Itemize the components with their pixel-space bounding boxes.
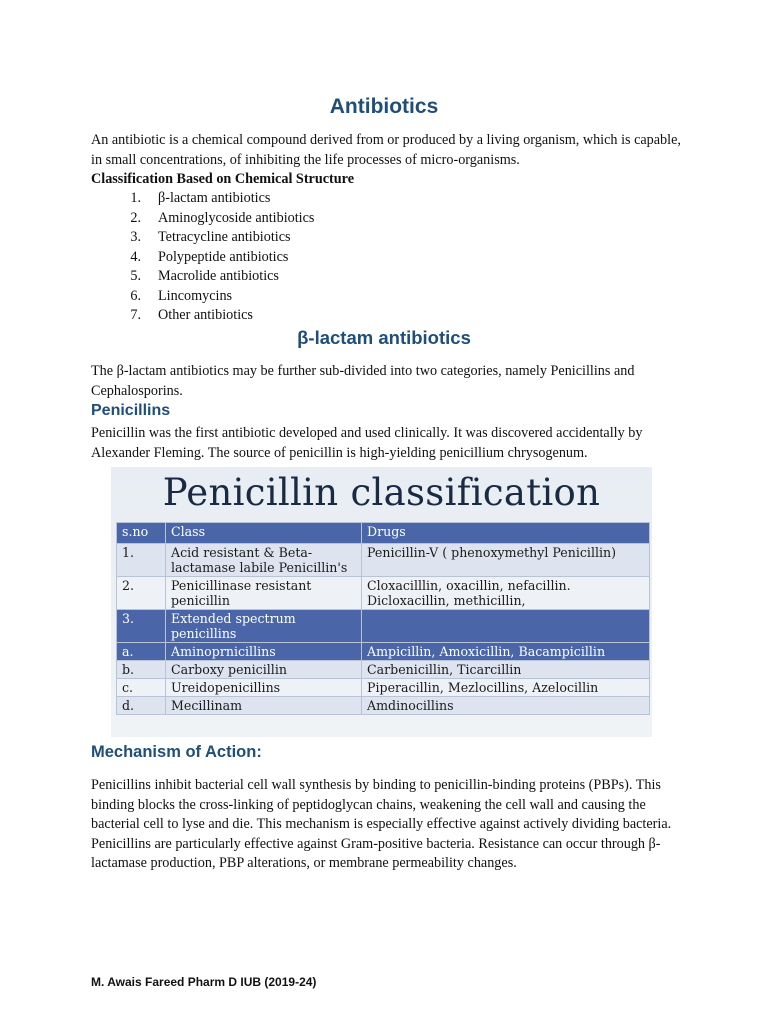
list-item-text: Polypeptide antibiotics bbox=[158, 248, 289, 265]
table-header-row bbox=[117, 523, 650, 544]
list-item-number: 3. bbox=[130, 229, 141, 245]
list-item bbox=[91, 306, 314, 326]
table-row bbox=[117, 577, 650, 610]
cell-drugs: Penicillin-V ( phenoxymethyl Penicillin) bbox=[362, 544, 650, 577]
cell-class: Carboxy penicillin bbox=[166, 661, 362, 679]
classification-list bbox=[91, 189, 314, 326]
cell-drugs: Piperacillin, Mezlocillins, Azelocillin bbox=[362, 679, 650, 697]
list-item-text: β-lactam antibiotics bbox=[158, 190, 271, 206]
table-row bbox=[117, 643, 650, 661]
list-item-number: 2. bbox=[130, 209, 141, 226]
cell-class: Acid resistant & Beta-lactamase labile Penicillin's bbox=[166, 544, 362, 577]
penicillins-heading: Penicillins bbox=[91, 402, 171, 419]
penicillins-paragraph: Penicillin was the first antibiotic developed and used clinically. It was discovered accidentally by Alexander Fleming. The source of penicillin is high-yielding penicillium chrysogenum. bbox=[91, 425, 643, 461]
cell-class: Penicillinase resistant penicillin bbox=[166, 577, 362, 610]
cell-sno: 1. bbox=[117, 544, 166, 577]
list-item-number: 1. bbox=[130, 190, 141, 206]
list-item-text: Lincomycins bbox=[158, 287, 233, 304]
list-item-number: 4. bbox=[130, 248, 141, 265]
table-row bbox=[117, 610, 650, 643]
beta-lactam-paragraph: The β-lactam antibiotics may be further sub-divided into two categories, namely Penicillins and Cephalosporins. bbox=[91, 363, 635, 399]
list-item bbox=[91, 228, 314, 248]
list-item-text: Other antibiotics bbox=[158, 307, 253, 323]
cell-drugs: Cloxacilllin, oxacillin, nefacillin. Dicloxacillin, methicillin, bbox=[362, 577, 650, 610]
list-item bbox=[91, 209, 314, 229]
cell-sno: b. bbox=[117, 661, 166, 679]
beta-lactam-heading: β-lactam antibiotics bbox=[297, 327, 471, 348]
table-row bbox=[117, 697, 650, 715]
mechanism-heading: Mechanism of Action: bbox=[91, 743, 262, 761]
list-item bbox=[91, 189, 314, 209]
list-item-text: Aminoglycoside antibiotics bbox=[158, 209, 315, 226]
cell-sno: a. bbox=[117, 643, 166, 661]
cell-drugs: Ampicillin, Amoxicillin, Bacampicillin bbox=[362, 643, 650, 661]
list-item-text: Macrolide antibiotics bbox=[158, 268, 279, 284]
list-item-text: Tetracycline antibiotics bbox=[158, 229, 291, 245]
cell-class: Ureidopenicillins bbox=[166, 679, 362, 697]
cell-drugs bbox=[362, 610, 650, 643]
cell-sno: 3. bbox=[117, 610, 166, 643]
cell-sno: d. bbox=[117, 697, 166, 715]
cell-drugs: Amdinocillins bbox=[362, 697, 650, 715]
cell-drugs: Carbenicillin, Ticarcillin bbox=[362, 661, 650, 679]
list-item-number: 6. bbox=[130, 287, 141, 304]
list-item-number: 7. bbox=[130, 307, 141, 323]
table-row bbox=[117, 661, 650, 679]
cell-class: Aminoprnicillins bbox=[166, 643, 362, 661]
intro-paragraph: An antibiotic is a chemical compound derived from or produced by a living organism, which is capable, in small concentrations, of inhibiting the life processes of micro-organisms. bbox=[91, 132, 681, 168]
cell-class: Extended spectrum penicillins bbox=[166, 610, 362, 643]
page-footer: M. Awais Fareed Pharm D IUB (2019-24) bbox=[91, 975, 317, 989]
classification-heading: Classification Based on Chemical Structure bbox=[91, 171, 354, 187]
list-item bbox=[91, 248, 314, 268]
penicillin-classification-title: Penicillin classification bbox=[162, 471, 601, 514]
column-header-sno: s.no bbox=[117, 523, 166, 544]
penicillin-classification-table bbox=[116, 522, 650, 715]
cell-class: Mecillinam bbox=[166, 697, 362, 715]
mechanism-paragraph: Penicillins inhibit bacterial cell wall synthesis by binding to penicillin-binding proteins (PBPs). This binding blocks the cross-linking of peptidoglycan chains, weakening the cell wall and causing the bacterial cell to lyse and die. This mechanism is especially effective against actively dividing bacteria. Penicillins are particularly effective against Gram-positive bacteria. Resistance can occur through β-lactamase production, PBP alterations, or membrane permeability changes. bbox=[91, 777, 672, 871]
table-row bbox=[117, 544, 650, 577]
list-item-number: 5. bbox=[130, 268, 141, 284]
table-row bbox=[117, 679, 650, 697]
column-header-class: Class bbox=[166, 523, 362, 544]
list-item bbox=[91, 287, 314, 307]
column-header-drugs: Drugs bbox=[362, 523, 650, 544]
list-item bbox=[91, 267, 314, 287]
penicillin-classification-image bbox=[111, 467, 652, 737]
cell-sno: c. bbox=[117, 679, 166, 697]
page-title: Antibiotics bbox=[329, 95, 439, 118]
cell-sno: 2. bbox=[117, 577, 166, 610]
